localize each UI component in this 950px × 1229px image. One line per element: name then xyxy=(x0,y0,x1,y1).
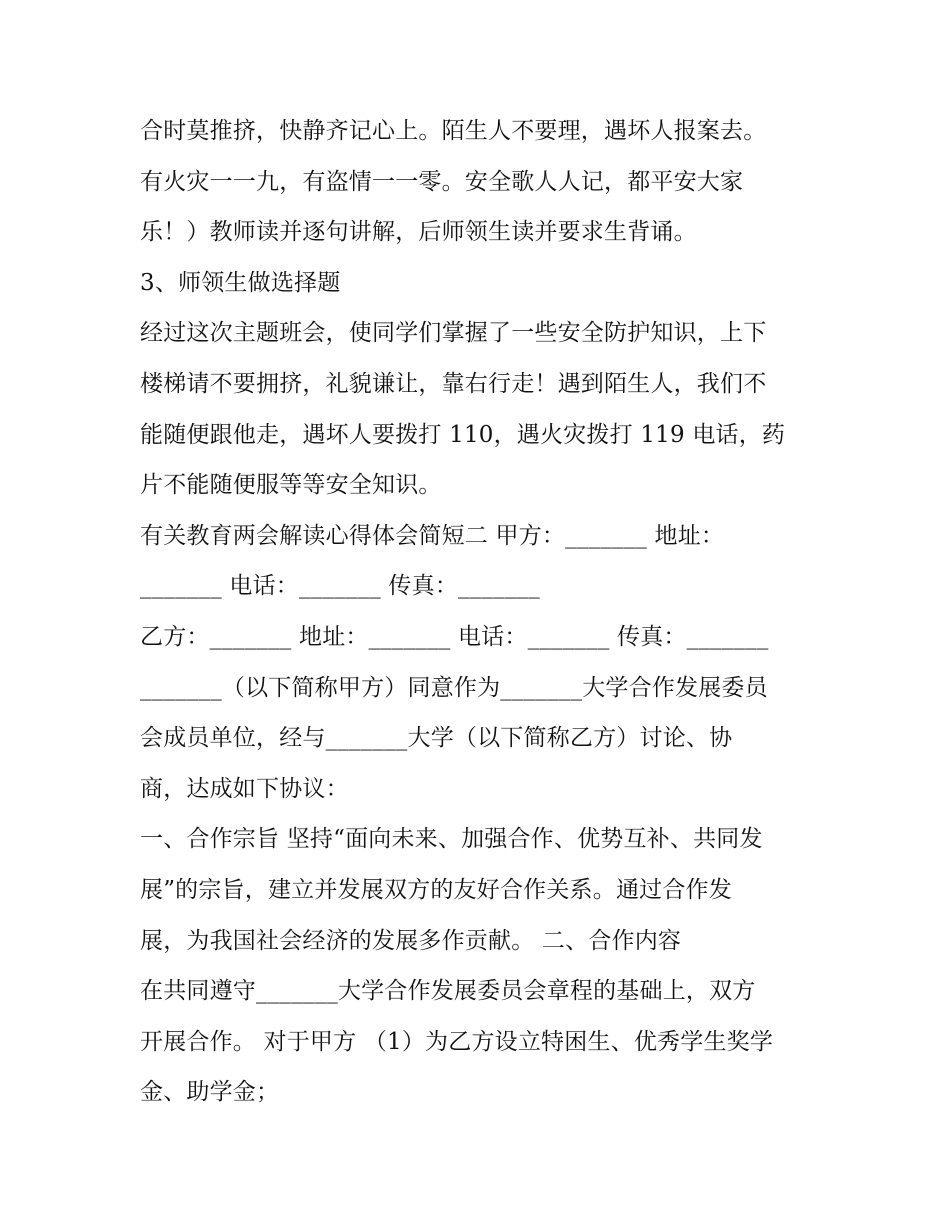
text-line: 金、助学金； xyxy=(140,1079,280,1106)
text-line: 展，为我国社会经济的发展多作贡献。 二、合作内容 xyxy=(140,927,682,954)
text-line: 能随便跟他走，遇坏人要拨打 110，遇火灾拨打 119 电话，药 xyxy=(140,421,786,448)
text-line: 开展合作。 对于甲方 （1）为乙方设立特困生、优秀学生奖学 xyxy=(140,1028,774,1055)
text-line: 有关教育两会解读心得体会简短二 甲方：_______ 地址： xyxy=(140,522,725,549)
text-line: 展”的宗旨，建立并发展双方的友好合作关系。通过合作发 xyxy=(140,876,732,903)
text-line: 乐！）教师读并逐句讲解，后师领生读并要求生背诵。 xyxy=(140,219,697,246)
text-line: 楼梯请不要拥挤，礼貌谦让，靠右行走！遇到陌生人，我们不 xyxy=(140,370,767,397)
document-body xyxy=(140,106,830,1118)
text-line: 会成员单位，经与_______大学（以下简称乙方）讨论、协 xyxy=(140,725,733,752)
text-line: 合时莫推挤，快静齐记心上。陌生人不要理，遇坏人报案去。 xyxy=(140,118,767,144)
text-line: _______（以下简称甲方）同意作为_______大学合作发展委员 xyxy=(140,674,768,701)
text-line: 在共同遵守_______大学合作发展委员会章程的基础上，双方 xyxy=(140,978,756,1005)
text-line: 有火灾一一九，有盗情一一零。安全歌人人记，都平安大家 xyxy=(140,168,744,195)
text-line: _______ 电话：_______ 传真：_______ xyxy=(140,573,540,600)
text-line: 经过这次主题班会，使同学们掌握了一些安全防护知识，上下 xyxy=(140,320,767,347)
text-line: 一、合作宗旨 坚持“面向未来、加强合作、优势互补、共同发 xyxy=(140,826,763,853)
text-line: 乙方：_______ 地址：_______ 电话：_______ 传真：_______ xyxy=(140,623,769,650)
section-heading: 3、师领生做选择题 xyxy=(140,269,341,296)
text-line: 片不能随便服等等安全知识。 xyxy=(140,472,442,499)
text-line: 商，达成如下协议： xyxy=(140,775,349,802)
